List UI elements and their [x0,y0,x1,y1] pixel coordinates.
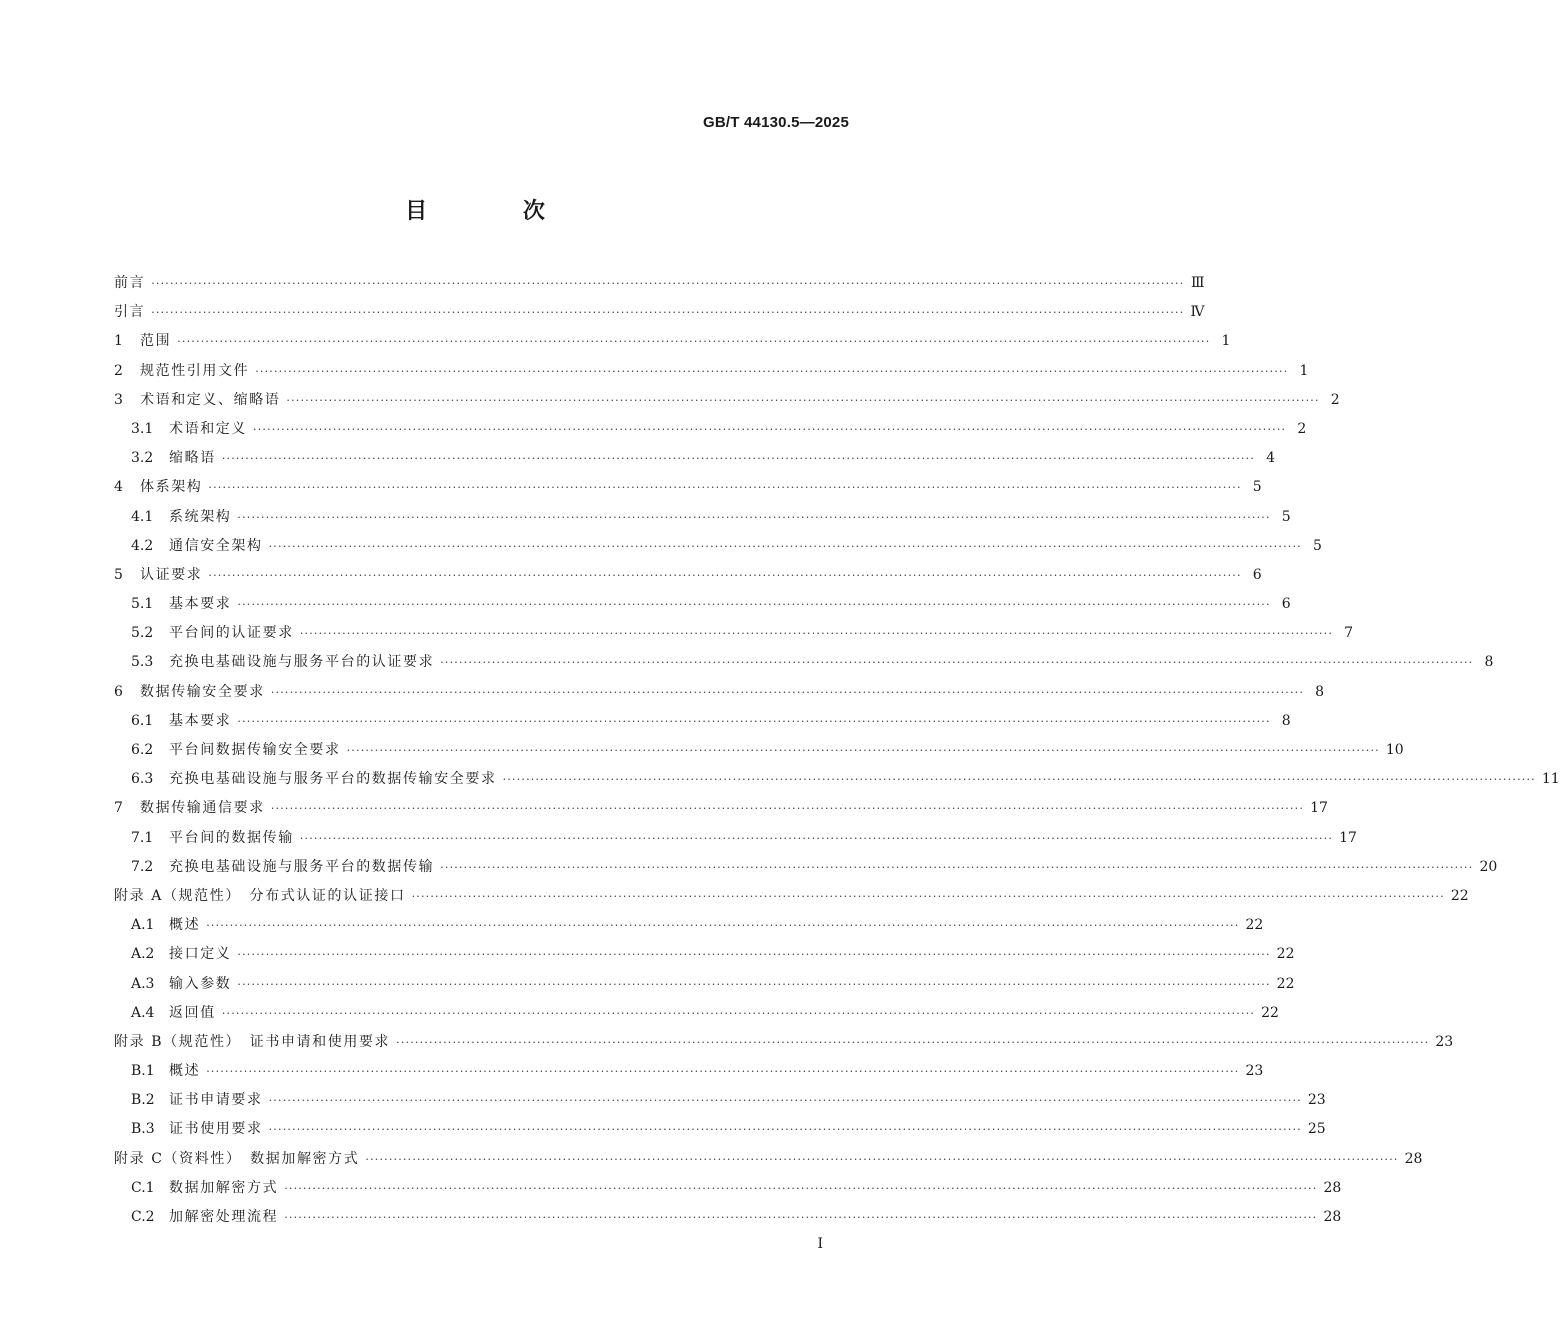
toc-entry-number: 5.2 [131,625,154,642]
toc-entry-label: 体系架构 [140,479,203,496]
toc-entry[interactable] [114,1028,1454,1057]
toc-leader-dots: ···························································································································································································································· [151,277,1185,290]
toc-entry[interactable] [114,415,1307,444]
toc-entry-number: 1 [114,333,123,350]
toc-leader-dots: ···························································································································································································································· [221,452,1256,466]
toc-entry-number: 4 [114,479,123,496]
toc-entry-label: 证书申请要求 [169,1092,263,1109]
toc-entry[interactable] [114,999,1279,1028]
toc-entry-label: 基本要求 [169,596,232,613]
toc-entry-page: 23 [1245,1063,1264,1080]
toc-entry-label: 平台间的数据传输 [169,829,294,846]
toc-leader-dots: ···························································································································································································································· [237,714,1271,728]
toc-leader-dots: ···························································································································································································································· [411,889,1445,903]
toc-entry-number: 7.2 [131,858,154,875]
toc-leader-dots: ···························································································································································································································· [502,773,1536,787]
toc-entry[interactable] [114,765,1560,794]
toc-entry-label: 术语和定义、缩略语 [140,391,281,408]
toc-entry-page: 22 [1261,1004,1279,1021]
toc-leader-dots: ···························································································································································································································· [237,977,1271,991]
toc-leader-dots: ···························································································································································································································· [270,685,1305,699]
toc-entry-page: 22 [1276,946,1295,963]
toc-entry[interactable] [114,794,1328,823]
toc-entry-number: 6.1 [131,712,154,729]
toc-entry[interactable] [114,1086,1326,1115]
toc-entry[interactable] [114,269,1205,298]
toc-leader-dots: ···························································································································································································································· [253,422,1287,436]
toc-entry-page: 8 [1484,654,1494,671]
toc-entry[interactable] [114,824,1357,853]
table-of-contents [114,269,1560,1232]
toc-entry-number: C.2 [131,1209,155,1225]
toc-entry-page: 1 [1221,333,1231,350]
toc-entry-label: 数据传输安全要求 [140,683,265,700]
toc-leader-dots: ···························································································································································································································· [221,1006,1256,1020]
toc-entry[interactable] [114,736,1404,765]
toc-entry-page: 5 [1281,508,1291,525]
toc-entry[interactable] [114,327,1231,356]
toc-entry-page: 6 [1252,566,1262,583]
toc-leader-dots: ···························································································································································································································· [284,1211,1318,1224]
toc-entry[interactable] [114,590,1291,619]
toc-entry-page: 11 [1541,771,1560,788]
toc-entry-page: 22 [1245,917,1264,934]
toc-entry-label: 平台间数据传输安全要求 [169,742,341,758]
toc-entry-label: 附录 A（规范性） 分布式认证的认证接口 [114,887,406,904]
toc-leader-dots: ···························································································································································································································· [237,598,1271,612]
toc-entry[interactable] [114,707,1291,736]
toc-entry-label: 缩略语 [169,450,216,467]
toc-entry-label: 输入参数 [169,975,232,992]
toc-entry-label: 平台间的认证要求 [169,625,294,642]
toc-entry-number: 3.2 [131,450,154,467]
toc-entry-number: A.2 [131,946,155,963]
toc-leader-dots: ···························································································································································································································· [208,568,1242,582]
toc-leader-dots: ···························································································································································································································· [268,1123,1302,1137]
toc-entry-label: 数据加解密方式 [169,1179,279,1196]
toc-entry[interactable] [114,619,1354,648]
toc-leader-dots: ···························································································································································································································· [237,510,1271,524]
toc-entry-page: 23 [1307,1092,1326,1109]
toc-entry[interactable] [114,357,1309,386]
toc-entry-label: 基本要求 [169,712,232,729]
page-number: I [817,1236,823,1252]
toc-entry-label: 充换电基础设施与服务平台的数据传输 [169,858,435,875]
toc-entry-number: A.4 [131,1004,155,1021]
toc-entry-label: 附录 C（资料性） 数据加解密方式 [114,1150,360,1167]
toc-entry-label: 概述 [169,1063,201,1080]
toc-entry-page: Ⅳ [1190,304,1205,321]
toc-leader-dots: ···························································································································································································································· [346,744,1380,757]
toc-entry-page: 25 [1307,1121,1326,1138]
toc-entry-label: 引言 [114,304,146,321]
toc-entry-label: 术语和定义 [169,420,247,437]
toc-entry-number: 6.2 [131,742,154,758]
toc-entry[interactable] [114,1115,1326,1144]
toc-entry-page: 8 [1315,683,1325,700]
toc-entry-page: 22 [1276,975,1295,992]
toc-entry-number: 4.1 [131,508,154,525]
toc-entry[interactable] [114,1174,1342,1203]
toc-entry-page: 6 [1281,596,1291,613]
toc-entry[interactable] [114,561,1262,590]
toc-entry-label: 附录 B（规范性） 证书申请和使用要求 [114,1033,391,1050]
toc-entry-number: A.1 [131,917,155,934]
toc-entry-page: 5 [1252,479,1262,496]
toc-entry-page: 1 [1299,362,1309,379]
toc-entry[interactable] [114,473,1262,502]
toc-entry[interactable] [114,970,1295,999]
toc-leader-dots: ···························································································································································································································· [268,539,1302,553]
toc-entry[interactable] [114,1203,1342,1232]
toc-entry-label: 加解密处理流程 [169,1209,279,1225]
toc-entry-label: 返回值 [169,1004,216,1021]
toc-entry-label: 接口定义 [169,946,232,963]
toc-leader-dots: ···························································································································································································································· [284,1181,1318,1195]
toc-entry-number: B.2 [131,1092,155,1109]
toc-entry-number: 5 [114,566,123,583]
toc-entry[interactable] [114,1057,1264,1086]
toc-leader-dots: ···························································································································································································································· [206,919,1240,933]
toc-entry-label: 范围 [140,333,172,350]
toc-entry[interactable] [114,444,1276,473]
toc-entry-page: 2 [1297,420,1307,437]
toc-leader-dots: ···························································································································································································································· [208,481,1242,495]
toc-entry[interactable] [114,1145,1423,1174]
toc-entry[interactable] [114,882,1469,911]
toc-entry-number: 3 [114,391,123,408]
toc-entry[interactable] [114,532,1322,561]
toc-entry-label: 数据传输通信要求 [140,800,265,817]
toc-entry-page: 4 [1266,450,1276,467]
toc-entry-label: 认证要求 [140,566,203,583]
toc-leader-dots: ···························································································································································································································· [440,656,1474,670]
toc-entry[interactable] [114,386,1340,415]
toc-entry[interactable] [114,678,1325,707]
toc-leader-dots: ···························································································································································································································· [177,335,1211,349]
toc-entry-label: 前言 [114,275,146,291]
toc-entry-page: 8 [1281,712,1291,729]
toc-entry[interactable] [114,853,1498,882]
toc-entry[interactable] [114,503,1291,532]
toc-leader-dots: ···························································································································································································································· [270,802,1305,816]
toc-entry-number: 7.1 [131,829,154,846]
toc-entry-number: 5.1 [131,596,154,613]
toc-entry-label: 充换电基础设施与服务平台的数据传输安全要求 [169,771,497,788]
toc-entry-label: 规范性引用文件 [140,362,250,379]
toc-entry-page: 20 [1479,858,1498,875]
toc-entry-page: 7 [1344,625,1354,642]
toc-leader-dots: ···························································································································································································································· [237,948,1271,962]
toc-leader-dots: ···························································································································································································································· [396,1035,1430,1049]
toc-entry-number: B.3 [131,1121,155,1138]
toc-leader-dots: ···························································································································································································································· [440,860,1474,874]
toc-entry-page: 28 [1323,1209,1342,1225]
toc-leader-dots: ···························································································································································································································· [206,1065,1240,1079]
toc-entry-label: 充换电基础设施与服务平台的认证要求 [169,654,435,671]
toc-entry-number: 6 [114,683,123,700]
toc-entry-page: 28 [1404,1150,1423,1167]
toc-entry-number: C.1 [131,1179,155,1196]
toc-entry[interactable] [114,648,1494,677]
toc-entry-number: 3.1 [131,420,154,437]
toc-leader-dots: ···························································································································································································································· [151,306,1185,320]
toc-entry-label: 系统架构 [169,508,232,525]
toc-entry[interactable] [114,940,1295,969]
toc-entry-number: 6.3 [131,771,154,788]
toc-leader-dots: ···························································································································································································································· [255,364,1289,378]
toc-entry-label: 通信安全架构 [169,537,263,554]
toc-entry-label: 证书使用要求 [169,1121,263,1138]
toc-leader-dots: ···························································································································································································································· [286,393,1320,407]
toc-leader-dots: ···························································································································································································································· [299,831,1334,845]
toc-entry-number: 2 [114,362,123,379]
toc-entry[interactable] [114,298,1205,327]
toc-entry-page: 10 [1385,742,1404,758]
toc-entry[interactable] [114,911,1264,940]
toc-entry-number: B.1 [131,1063,155,1080]
toc-entry-number: 7 [114,800,123,817]
toc-entry-number: A.3 [131,975,155,992]
toc-entry-number: 4.2 [131,537,154,554]
toc-entry-page: 17 [1339,829,1357,846]
page-title: 目 次 [405,199,589,224]
toc-entry-page: 5 [1312,537,1322,554]
toc-leader-dots: ···························································································································································································································· [268,1094,1302,1108]
toc-entry-page: 17 [1310,800,1328,817]
toc-entry-page: 2 [1330,391,1340,408]
toc-entry-label: 概述 [169,917,201,934]
toc-leader-dots: ···························································································································································································································· [299,627,1334,641]
toc-entry-page: 28 [1323,1179,1342,1196]
toc-entry-page: 22 [1450,887,1469,904]
toc-entry-page: 23 [1435,1033,1454,1050]
toc-entry-number: 5.3 [131,654,154,671]
document-code: GB/T 44130.5—2025 [703,114,849,131]
toc-entry-page: Ⅲ [1190,275,1205,291]
toc-leader-dots: ···························································································································································································································· [365,1152,1399,1166]
